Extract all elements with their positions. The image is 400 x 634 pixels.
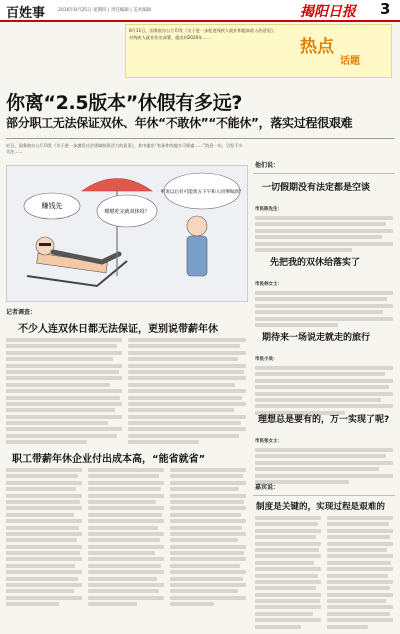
article-body-col-5: [170, 468, 246, 609]
cartoon-drawing: [7, 166, 247, 301]
main-headline: 你离“2.5版本”休假有多远?: [6, 92, 243, 114]
quote-body-3: [255, 345, 393, 417]
section-head-1: 不少人连双休日都无法保证，更别说带薪年休: [18, 324, 218, 335]
final-head: 制度是关键的，实现过程是艰难的: [256, 502, 385, 512]
speaker-4: 市民张女士：: [255, 439, 282, 444]
intro-text: 8月11日，国务院办公厅印发《关于进一步促进残疾人就业和提高收入的意见》，对残疾人就业作出部署，提出到2020年……: [129, 28, 278, 40]
they-say-label: 他们说：: [255, 162, 280, 169]
hot-topic-title: 热点: [300, 37, 334, 57]
guest-body-col-2: [327, 516, 393, 631]
article-body-col-1: [6, 338, 122, 447]
article-label: 记者调查：: [6, 309, 37, 316]
bubble-mid-text: 嗯嗯吃完就双休吗？: [104, 209, 150, 215]
masthead-logo: 揭阳日报: [300, 4, 356, 20]
section-head-2: 职工带薪年休企业付出成本高，“能省就省”: [12, 454, 206, 465]
right-divider: [253, 173, 395, 174]
cartoon-illustration: [6, 165, 248, 302]
article-body-col-3: [6, 468, 82, 609]
quote-body-2: [255, 270, 393, 329]
guest-say-label: 嘉宾说：: [255, 484, 280, 491]
quote-head-4: 理想总是要有的，万一实现了呢?: [258, 415, 390, 425]
section-name: 百姓事: [6, 6, 46, 21]
quote-head-3: 期待来一场说走就走的旅行: [262, 333, 371, 343]
right-divider-2: [253, 495, 395, 496]
issue-meta: 2016年8月25日 星期四 | 责任编辑 | 美术编辑: [58, 8, 152, 13]
sub-headline: 部分职工无法保证双休、年休“不敢休”“不能休”，落实过程很艰难: [6, 116, 353, 130]
headline-rule: [6, 138, 394, 139]
speaker-1: 市民陈先生：: [255, 207, 282, 212]
quote-head-1: 一切假期没有法定都是空谈: [262, 183, 371, 193]
quote-body-1: [255, 195, 393, 254]
speaker-3: 市民小吴：: [255, 357, 278, 362]
hot-topic-subtitle: 话题: [340, 56, 360, 67]
quote-body-4: [255, 427, 393, 486]
lead-paragraph: 近日，国务院办公厅印发《关于进一步激发社会领域投资活力的意见》，其中提出“有条件的地方可探索……”消息一出，引发不少关注……: [6, 143, 243, 155]
quote-head-2: 先把我的双休给落实了: [270, 258, 361, 268]
guest-body-col-1: [255, 516, 321, 631]
bubble-right-text: 听说以后有可能周五下午和人同事喝酒？: [160, 190, 244, 195]
article-body-col-2: [128, 338, 246, 447]
page-number: 3: [380, 0, 391, 18]
bubble-left-text: 赚钱先: [41, 202, 63, 210]
speaker-2: 市民林女士：: [255, 282, 282, 287]
article-body-col-4: [88, 468, 164, 609]
